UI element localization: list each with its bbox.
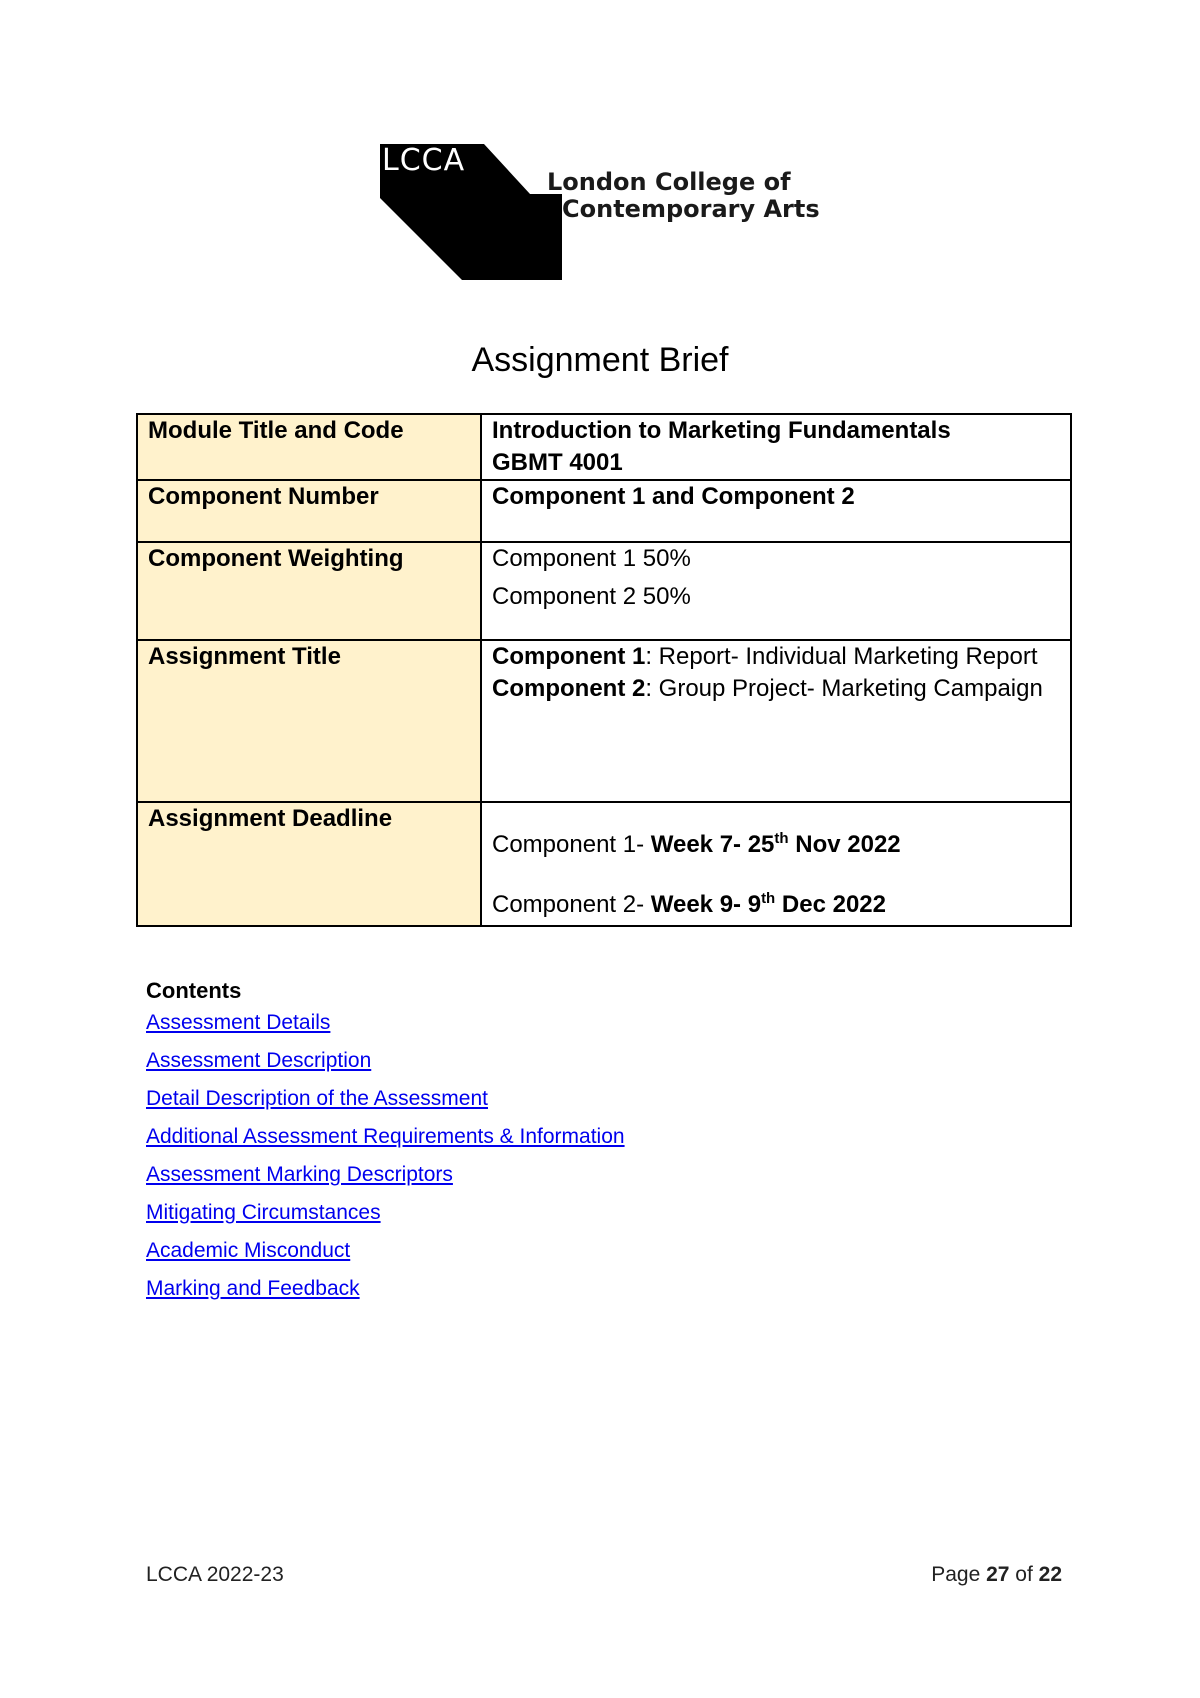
deadline-c2-date: Week 9- 9: [650, 891, 762, 918]
deadline-component-1: [492, 829, 1060, 861]
component-2-name: Component 2: [492, 675, 646, 702]
component-number-label: Component Number: [137, 480, 481, 542]
footer-page-number: [931, 1563, 1062, 1587]
logo-mark-text: LCCA: [382, 143, 466, 178]
table-row-module: [137, 414, 1071, 480]
deadline-c2-suffix: th: [761, 890, 776, 907]
page-title: Assignment Brief: [471, 341, 729, 379]
weighting-label: Component Weighting: [137, 542, 481, 640]
component-number-value: Component 1 and Component 2: [481, 480, 1071, 542]
toc-link-assessment-details[interactable]: Assessment Details: [146, 1011, 331, 1034]
toc-link-detail-description[interactable]: Detail Description of the Assessment: [146, 1087, 488, 1110]
toc-link-marking-feedback[interactable]: Marking and Feedback: [146, 1277, 360, 1300]
deadline-value: [481, 802, 1071, 926]
assignment-brief-table: [136, 413, 1072, 927]
deadline-c2-prefix: Component 2-: [492, 891, 651, 918]
toc-link-mitigating-circumstances[interactable]: Mitigating Circumstances: [146, 1201, 381, 1224]
toc-link-marking-descriptors[interactable]: Assessment Marking Descriptors: [146, 1163, 453, 1186]
module-title: Introduction to Marketing Fundamentals: [492, 417, 951, 444]
page-current: 27: [986, 1563, 1010, 1586]
assignment-title-value: [481, 640, 1071, 802]
page-word: Page: [931, 1563, 987, 1586]
of-word: of: [1009, 1563, 1039, 1586]
toc-link-assessment-description[interactable]: Assessment Description: [146, 1049, 372, 1072]
table-row-weighting: [137, 542, 1071, 640]
module-code: GBMT 4001: [492, 449, 623, 476]
deadline-c1-suffix: th: [774, 830, 789, 847]
toc-link-academic-misconduct[interactable]: Academic Misconduct: [146, 1239, 351, 1262]
assignment-title-component-1: [492, 641, 1060, 673]
contents-heading: Contents: [146, 978, 242, 1003]
module-label: Module Title and Code: [137, 414, 481, 480]
component-2-title: : Group Project- Marketing Campaign: [645, 675, 1043, 702]
table-row-deadline: [137, 802, 1071, 926]
assignment-title-label: Assignment Title: [137, 640, 481, 802]
table-of-contents: [146, 978, 1046, 1314]
logo-name-line2: Contemporary Arts: [562, 195, 820, 223]
deadline-component-2: [492, 889, 1060, 921]
weighting-value: [481, 542, 1071, 640]
page-total: 22: [1038, 1563, 1062, 1586]
module-value: [481, 414, 1071, 480]
table-row-component-number: [137, 480, 1071, 542]
lcca-logo: [380, 144, 840, 284]
deadline-c2-month: Dec 2022: [775, 891, 886, 918]
deadline-c1-prefix: Component 1-: [492, 831, 651, 858]
table-row-assignment-title: [137, 640, 1071, 802]
weighting-component-2: Component 2 50%: [492, 583, 691, 610]
deadline-c1-date: Week 7- 25: [650, 831, 775, 858]
component-1-name: Component 1: [492, 643, 646, 670]
assignment-title-component-2: [492, 673, 1060, 705]
component-1-title: : Report- Individual Marketing Report: [645, 643, 1038, 670]
weighting-component-1: Component 1 50%: [492, 545, 691, 572]
footer-year: LCCA 2022-23: [146, 1563, 284, 1586]
logo-name-line1: London College of: [547, 168, 791, 196]
toc-link-additional-requirements[interactable]: Additional Assessment Requirements & Information: [146, 1125, 625, 1148]
deadline-c1-month: Nov 2022: [788, 831, 901, 858]
deadline-label: Assignment Deadline: [137, 802, 481, 926]
